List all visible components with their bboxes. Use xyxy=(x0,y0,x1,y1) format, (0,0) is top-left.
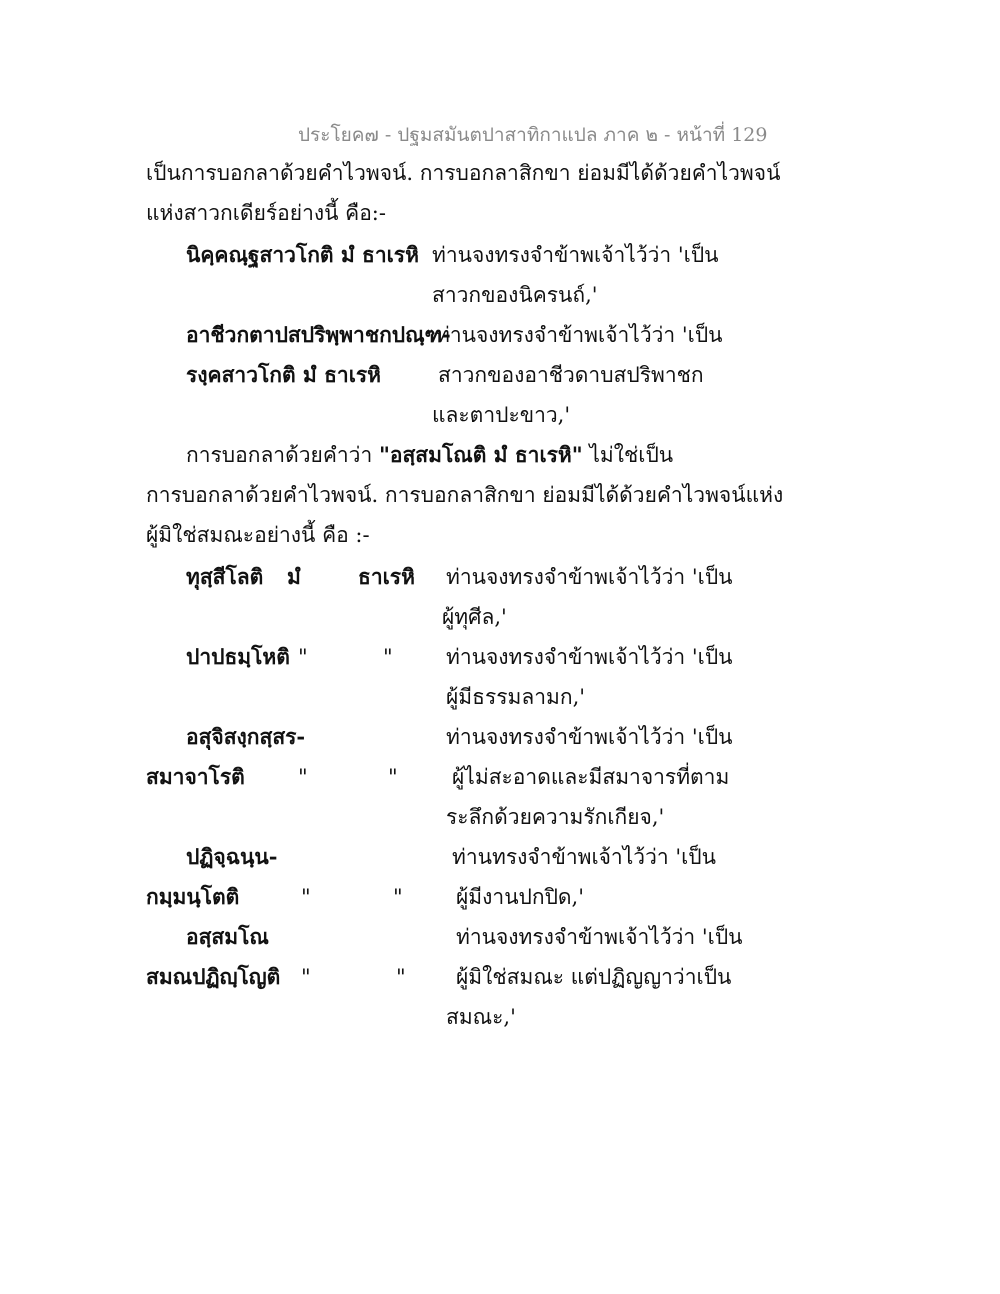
ditto-mark: " xyxy=(298,765,308,789)
paragraph-line: แห่งสาวกเดียร์อย่างนี้ คือ:- xyxy=(146,201,386,225)
paragraph-line xyxy=(186,440,673,470)
pali-term: นิคฺคณฺฐสาวโกติ มํ ธาเรหิ xyxy=(186,242,419,267)
thai-gloss: และตาปะขาว,' xyxy=(432,403,571,427)
pali-term: อาชีวกตาปสปริพฺพาชกปณฺฑ- xyxy=(186,322,451,347)
pali-term: ปฏิจฺฉนฺน- xyxy=(186,844,278,869)
thai-gloss: ท่านทรงจำข้าพเจ้าไว้ว่า 'เป็น xyxy=(452,845,716,869)
thai-gloss: ท่านจงทรงจำข้าพเจ้าไว้ว่า 'เป็น xyxy=(432,243,719,267)
ditto-mark: " xyxy=(388,765,398,789)
pali-term: ปาปธมฺโหติ xyxy=(186,644,290,669)
ditto-mark: " xyxy=(301,885,311,909)
thai-gloss: สมณะ,' xyxy=(446,1005,516,1029)
pali-term: ธาเรหิ xyxy=(358,564,415,589)
paragraph-line: เป็นการบอกลาด้วยคำไวพจน์. การบอกลาสิกขา ย่อมมีได้ด้วยคำไวพจน์ xyxy=(146,161,781,185)
ditto-mark: " xyxy=(393,885,403,909)
paragraph-text: ไม่ใช่เป็น xyxy=(582,443,674,467)
pali-term: อสุจิสงฺกสฺสร- xyxy=(186,724,306,749)
paragraph-line: การบอกลาด้วยคำไวพจน์. การบอกลาสิกขา ย่อมมีได้ด้วยคำไวพจน์แห่ง xyxy=(146,483,784,507)
thai-gloss: ระลึกด้วยความรักเกียจ,' xyxy=(446,805,665,829)
thai-gloss: ผู้มีงานปกปิด,' xyxy=(456,885,585,909)
paragraph-line: ผู้มิใช่สมณะอย่างนี้ คือ :- xyxy=(146,523,370,547)
thai-gloss: ผู้ทุศีล,' xyxy=(442,605,507,629)
pali-term: ทุสฺสีโลติ xyxy=(186,564,264,589)
thai-gloss: ผู้มีธรรมลามก,' xyxy=(446,685,586,709)
ditto-mark: " xyxy=(298,645,308,669)
paragraph-text: การบอกลาด้วยคำว่า xyxy=(186,443,379,467)
thai-gloss: ท่านจงทรงจำข้าพเจ้าไว้ว่า 'เป็น xyxy=(436,323,723,347)
thai-gloss: ท่านจงทรงจำข้าพเจ้าไว้ว่า 'เป็น xyxy=(456,925,743,949)
pali-term: มํ xyxy=(287,564,301,589)
pali-quote: "อสฺสมโณติ มํ ธาเรหิ" xyxy=(378,442,583,467)
ditto-mark: " xyxy=(301,965,311,989)
pali-term: อสฺสมโณ xyxy=(186,924,269,949)
thai-gloss: ผู้ไม่สะอาดและมีสมาจารที่ตาม xyxy=(452,765,730,789)
ditto-mark: " xyxy=(383,645,393,669)
thai-gloss: สาวกของอาชีวดาบสปริพาชก xyxy=(438,363,704,387)
pali-term: สมณปฏิญฺโญติ xyxy=(146,964,281,989)
pali-term: รงฺคสาวโกติ มํ ธาเรหิ xyxy=(186,362,381,387)
thai-gloss: ท่านจงทรงจำข้าพเจ้าไว้ว่า 'เป็น xyxy=(446,725,733,749)
thai-gloss: ท่านจงทรงจำข้าพเจ้าไว้ว่า 'เป็น xyxy=(446,645,733,669)
pali-term: กมฺมนฺโตติ xyxy=(146,884,240,909)
thai-gloss: ท่านจงทรงจำข้าพเจ้าไว้ว่า 'เป็น xyxy=(446,565,733,589)
pali-term: สมาจาโรติ xyxy=(146,764,245,789)
ditto-mark: " xyxy=(396,965,406,989)
thai-gloss: ผู้มิใช่สมณะ แต่ปฏิญญาว่าเป็น xyxy=(456,965,732,989)
thai-gloss: สาวกของนิครนถ์,' xyxy=(432,283,598,307)
page-header: ประโยค๗ - ปฐมสมันตปาสาทิกาแปล ภาค ๒ - หน้าที่ 129 xyxy=(298,124,768,146)
